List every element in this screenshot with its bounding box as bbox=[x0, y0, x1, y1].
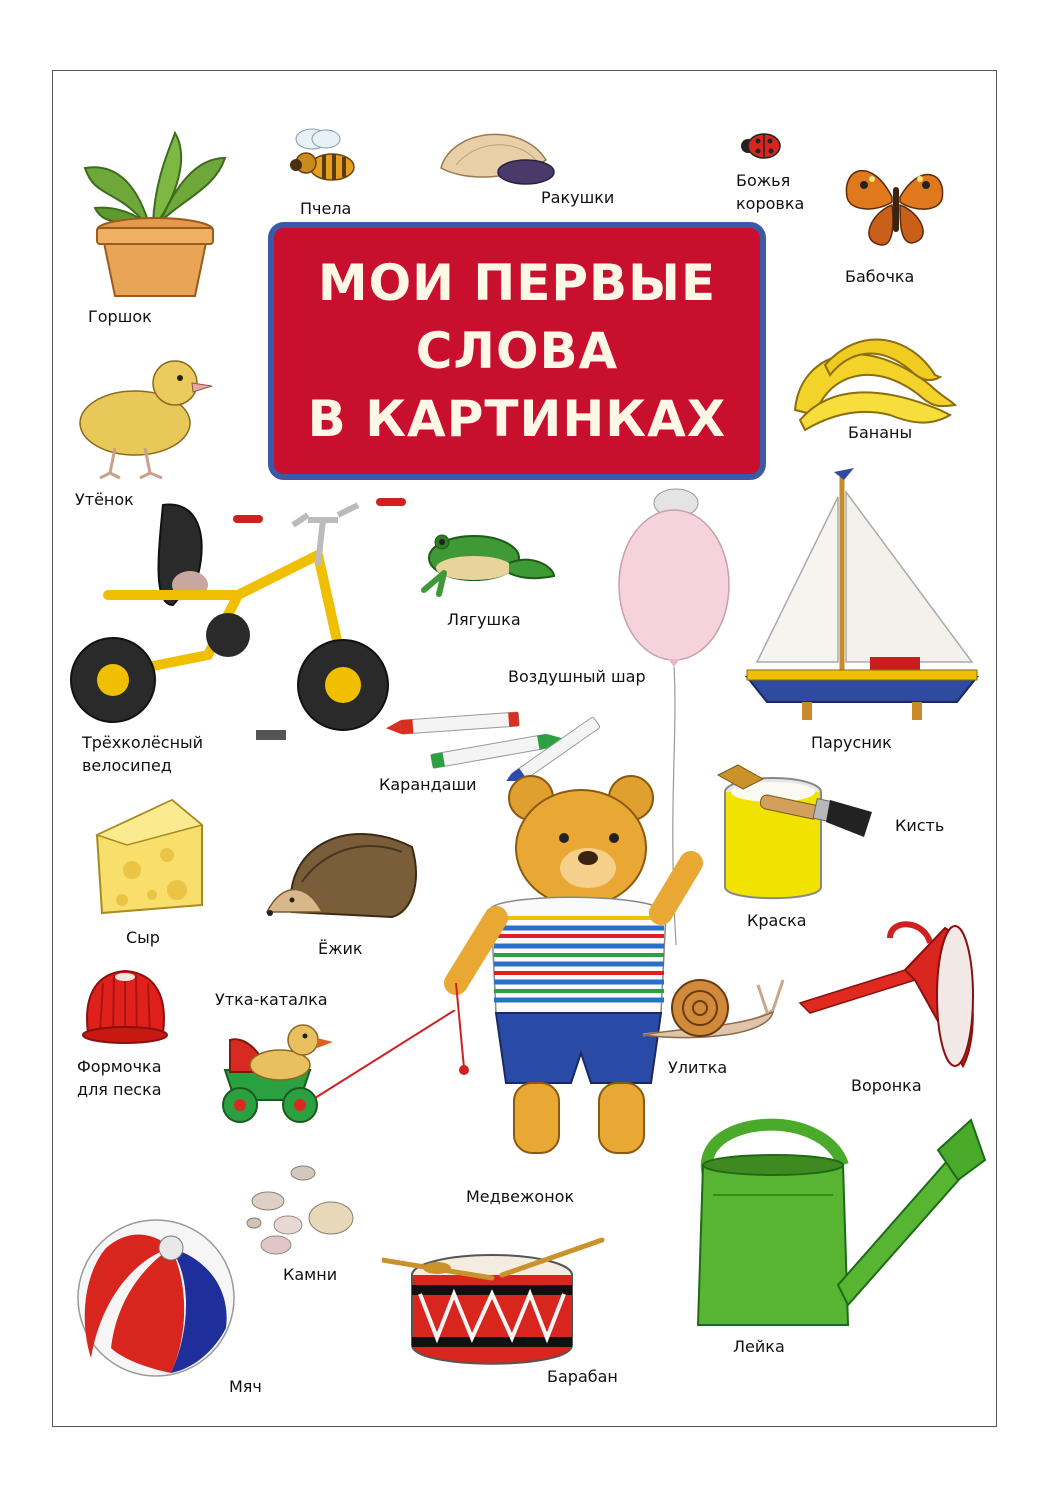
tricycle-icon bbox=[68, 495, 408, 755]
snail-icon bbox=[638, 970, 788, 1045]
cheese-label: Сыр bbox=[126, 928, 160, 947]
ladybug-icon bbox=[736, 128, 786, 163]
shells-icon bbox=[436, 120, 556, 190]
drum-label: Барабан bbox=[547, 1367, 618, 1386]
crayons-label: Карандаши bbox=[379, 775, 477, 794]
bee-icon bbox=[284, 125, 359, 195]
jelly-mold-icon bbox=[78, 963, 173, 1048]
duckling-label: Утёнок bbox=[75, 490, 134, 509]
pot-icon bbox=[75, 128, 235, 303]
shells-label: Ракушки bbox=[541, 188, 615, 207]
watering-can-label: Лейка bbox=[733, 1337, 785, 1356]
title-line-2: СЛОВА bbox=[415, 322, 619, 380]
ball-label: Мяч bbox=[229, 1377, 262, 1396]
tricycle-label-line1: Трёхколёсный bbox=[82, 733, 204, 752]
title-line-3: В КАРТИНКАХ bbox=[307, 390, 727, 448]
balloon-label: Воздушный шар bbox=[508, 667, 646, 686]
frog-label: Лягушка bbox=[447, 610, 521, 629]
brush-label: Кисть bbox=[895, 816, 945, 835]
watering-can-icon bbox=[673, 1105, 988, 1335]
stones-icon bbox=[246, 1163, 361, 1258]
hedgehog-icon bbox=[262, 812, 422, 927]
title-banner bbox=[268, 222, 766, 480]
bananas-label: Бананы bbox=[848, 423, 913, 442]
funnel-icon bbox=[795, 918, 980, 1073]
bee-label: Пчела bbox=[300, 199, 352, 218]
bananas-icon bbox=[790, 315, 960, 435]
jelly-mold-label-line2: для песка bbox=[77, 1080, 162, 1099]
ladybug-label-line2: коровка bbox=[736, 194, 805, 213]
frog-icon bbox=[414, 518, 559, 598]
cheese-icon bbox=[92, 795, 207, 920]
pull-duck-icon bbox=[205, 1010, 460, 1135]
paint-label: Краска bbox=[747, 911, 807, 930]
butterfly-icon bbox=[842, 157, 952, 252]
hedgehog-label: Ёжик bbox=[318, 939, 363, 958]
tricycle-label-line2: велосипед bbox=[82, 756, 172, 775]
duckling-icon bbox=[70, 348, 215, 483]
funnel-label: Воронка bbox=[851, 1076, 922, 1095]
brush-icon bbox=[760, 782, 880, 842]
ladybug-label-line1: Божья bbox=[736, 171, 791, 190]
sailboat-label: Парусник bbox=[811, 733, 892, 752]
drum-icon bbox=[382, 1230, 607, 1365]
snail-label: Улитка bbox=[668, 1058, 728, 1077]
ball-icon bbox=[76, 1218, 236, 1378]
pot-label: Горшок bbox=[88, 307, 152, 326]
stones-label: Камни bbox=[283, 1265, 338, 1284]
teddy-label: Медвежонок bbox=[466, 1187, 575, 1206]
pull-duck-label: Утка-каталка bbox=[215, 990, 328, 1009]
title-line-1: МОИ ПЕРВЫЕ bbox=[317, 254, 717, 312]
jelly-mold-label-line1: Формочка bbox=[77, 1057, 162, 1076]
sailboat-icon bbox=[742, 462, 982, 727]
butterfly-label: Бабочка bbox=[845, 267, 915, 286]
